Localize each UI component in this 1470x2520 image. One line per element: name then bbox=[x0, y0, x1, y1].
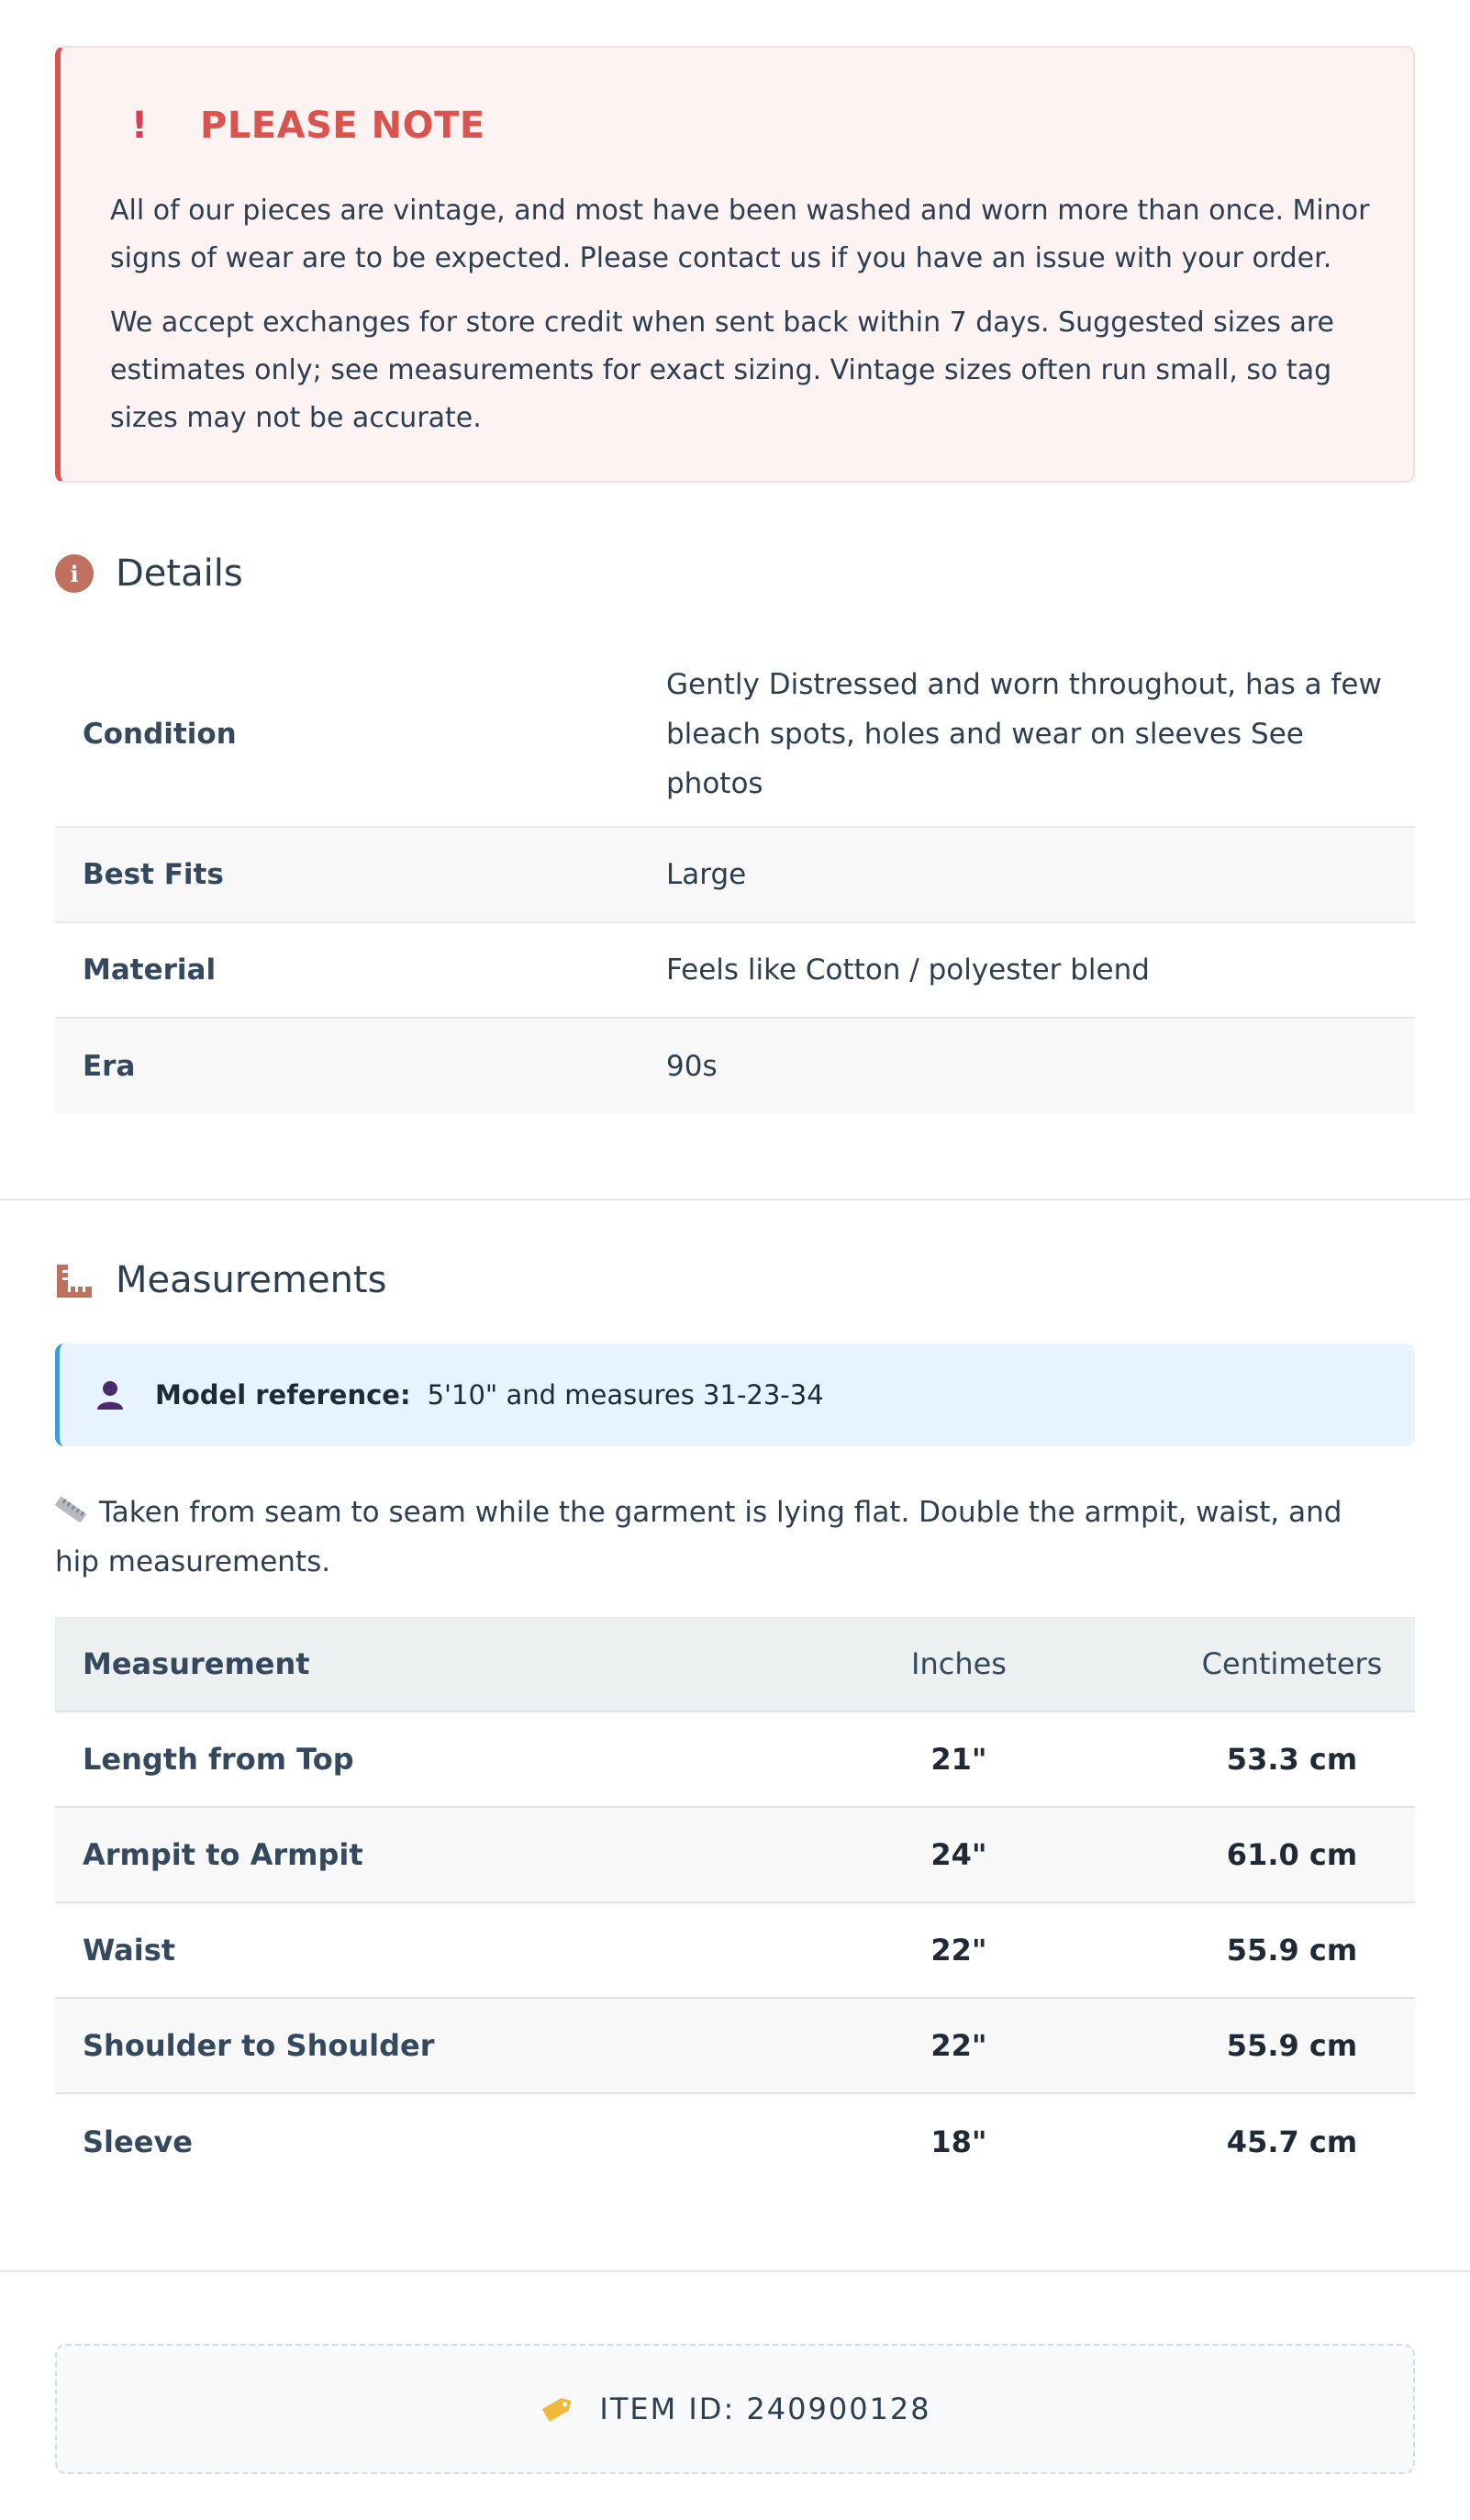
details-heading bbox=[55, 552, 243, 595]
model-reference-label: Model reference: bbox=[155, 1379, 411, 1411]
measurements-title: Measurements bbox=[116, 1259, 387, 1301]
details-value: Feels like Cotton / polyester blend bbox=[666, 953, 1150, 987]
measurement-cm: 45.7 cm bbox=[1226, 2124, 1358, 2159]
details-row bbox=[55, 923, 1415, 1019]
details-row bbox=[55, 828, 1415, 923]
details-label: Era bbox=[83, 1050, 136, 1083]
measurements-heading bbox=[55, 1259, 386, 1301]
ruler-icon bbox=[55, 1261, 94, 1299]
column-header: Measurement bbox=[83, 1646, 310, 1681]
measurement-note bbox=[55, 1489, 1376, 1586]
details-table bbox=[55, 642, 1415, 1114]
section-divider bbox=[0, 2270, 1470, 2272]
tag-icon bbox=[539, 2393, 575, 2425]
table-row bbox=[55, 2094, 1415, 2190]
column-header: Inches bbox=[911, 1646, 1007, 1681]
measurement-inches: 18" bbox=[930, 2124, 987, 2159]
table-row bbox=[55, 1712, 1415, 1808]
notice-box bbox=[55, 46, 1415, 483]
measurement-name: Sleeve bbox=[83, 2124, 193, 2159]
measurement-inches: 21" bbox=[930, 1742, 987, 1777]
notice-paragraph-1: All of our pieces are vintage, and most have been washed and worn more than once. Minor signs of wear are to be expected. Please contact us if you have an issue with your order. bbox=[110, 195, 1370, 274]
notice-header bbox=[127, 105, 485, 147]
details-row bbox=[55, 1019, 1415, 1114]
table-row bbox=[55, 1808, 1415, 1903]
measurement-inches: 24" bbox=[930, 1837, 987, 1872]
ruler-icon bbox=[55, 1490, 86, 1538]
measurements-table bbox=[55, 1617, 1415, 2190]
measurement-name: Length from Top bbox=[83, 1742, 354, 1777]
table-header-row bbox=[55, 1617, 1415, 1712]
details-value: Gently Distressed and worn throughout, has a few bleach spots, holes and wear on sleeves See photos bbox=[666, 668, 1382, 800]
item-id: ITEM ID: 240900128 bbox=[599, 2392, 931, 2426]
notice-title: PLEASE NOTE bbox=[200, 105, 485, 147]
details-label: Condition bbox=[83, 718, 237, 751]
table-row bbox=[55, 1903, 1415, 1999]
person-icon bbox=[95, 1379, 126, 1411]
info-icon: i bbox=[55, 554, 94, 593]
measurement-name: Waist bbox=[83, 1933, 176, 1968]
measurement-name: Shoulder to Shoulder bbox=[83, 2028, 435, 2063]
measurement-cm: 55.9 cm bbox=[1226, 2028, 1358, 2063]
measurement-cm: 55.9 cm bbox=[1226, 1933, 1358, 1968]
column-header: Centimeters bbox=[1201, 1646, 1383, 1681]
details-value: 90s bbox=[666, 1050, 718, 1083]
exclamation-icon: ! bbox=[130, 105, 149, 147]
details-value: Large bbox=[666, 858, 747, 891]
details-title: Details bbox=[116, 552, 243, 595]
details-row bbox=[55, 642, 1415, 828]
measurement-inches: 22" bbox=[930, 2028, 987, 2063]
model-reference-box bbox=[55, 1344, 1415, 1446]
item-id-box bbox=[55, 2344, 1415, 2474]
measurement-cm: 61.0 cm bbox=[1226, 1837, 1358, 1872]
model-reference-value: 5'10" and measures 31-23-34 bbox=[427, 1379, 824, 1411]
measurement-note-text: Taken from seam to seam while the garment is lying flat. Double the armpit, waist, and hip measurements. bbox=[55, 1496, 1342, 1578]
notice-paragraph-2: We accept exchanges for store credit when sent back within 7 days. Suggested sizes are estimates only; see measurements for exact sizing. Vintage sizes often run small, so tag sizes may not be accurate. bbox=[110, 307, 1335, 434]
measurement-inches: 22" bbox=[930, 1933, 987, 1968]
details-label: Material bbox=[83, 953, 217, 987]
measurement-name: Armpit to Armpit bbox=[83, 1837, 363, 1872]
measurement-cm: 53.3 cm bbox=[1226, 1742, 1358, 1777]
details-label: Best Fits bbox=[83, 858, 224, 891]
table-row bbox=[55, 1999, 1415, 2094]
section-divider bbox=[0, 1199, 1470, 1200]
